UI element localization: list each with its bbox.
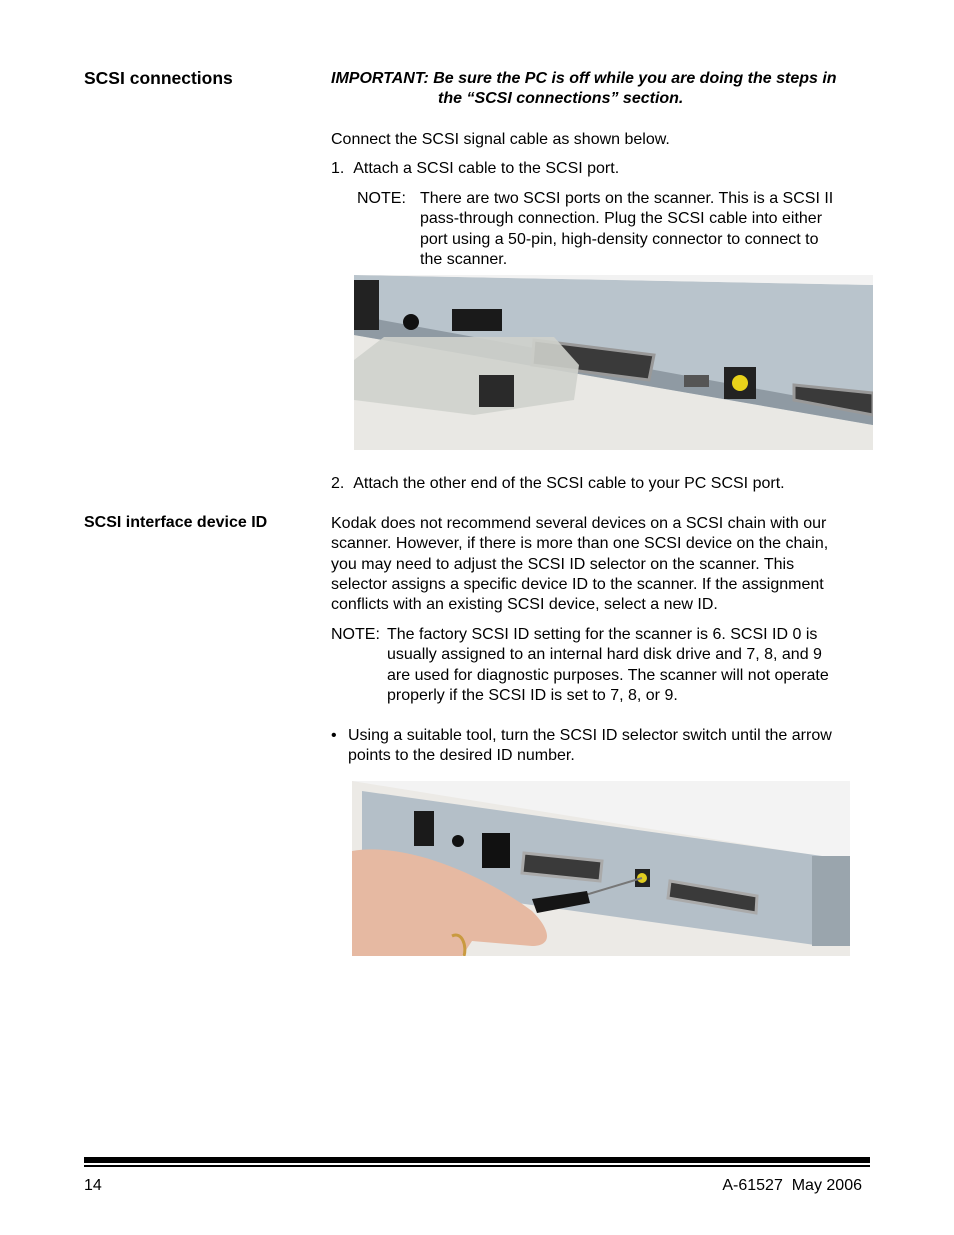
- note-2-label: NOTE:: [331, 626, 380, 643]
- step-2: 2. Attach the other end of the SCSI cable to your PC SCSI port.: [331, 475, 785, 492]
- intro-text: Connect the SCSI signal cable as shown below.: [331, 131, 670, 148]
- footer-rule-thin: [84, 1165, 870, 1167]
- step-1: 1. Attach a SCSI cable to the SCSI port.: [331, 160, 620, 177]
- note-1-label: NOTE:: [357, 190, 406, 207]
- bullet-marker: •: [331, 727, 337, 744]
- important-notice: IMPORTANT: Be sure the PC is off while you are doing the steps in the “SCSI connections” section.: [331, 70, 837, 108]
- footer-rule-thick: [84, 1157, 870, 1163]
- note-1-text: There are two SCSI ports on the scanner. This is a SCSI II pass-through connection. Plug the SCSI cable into either port using a 50-pin, high-density connector to connect to the scanner.: [420, 190, 834, 268]
- section-heading-scsi-device-id: SCSI interface device ID: [84, 514, 268, 531]
- note-2-text: The factory SCSI ID setting for the scanner is 6. SCSI ID 0 is usually assigned to an internal hard disk drive and 7, 8, and 9 are used for diagnostic purposes. The scanner will not operate properly if the SCSI ID is set to 7, 8, or 9.: [387, 626, 829, 704]
- important-label: IMPORTANT:: [331, 70, 429, 87]
- scsi-cable-photo: [354, 275, 873, 450]
- bullet-text: Using a suitable tool, turn the SCSI ID selector switch until the arrow points to the desired ID number.: [348, 727, 832, 765]
- device-id-paragraph: Kodak does not recommend several devices on a SCSI chain with our scanner. However, if there is more than one SCSI device on the chain, you may need to adjust the SCSI ID selector on the scanner. This selector assigns a specific device ID to the scanner. If the assignment conflicts with an existing SCSI device, select a new ID.: [331, 515, 829, 614]
- scsi-id-selector-photo: [352, 781, 850, 956]
- document-id-date: A-61527 May 2006: [722, 1177, 862, 1194]
- section-heading-scsi-connections: SCSI connections: [84, 68, 233, 88]
- page-number: 14: [84, 1177, 102, 1194]
